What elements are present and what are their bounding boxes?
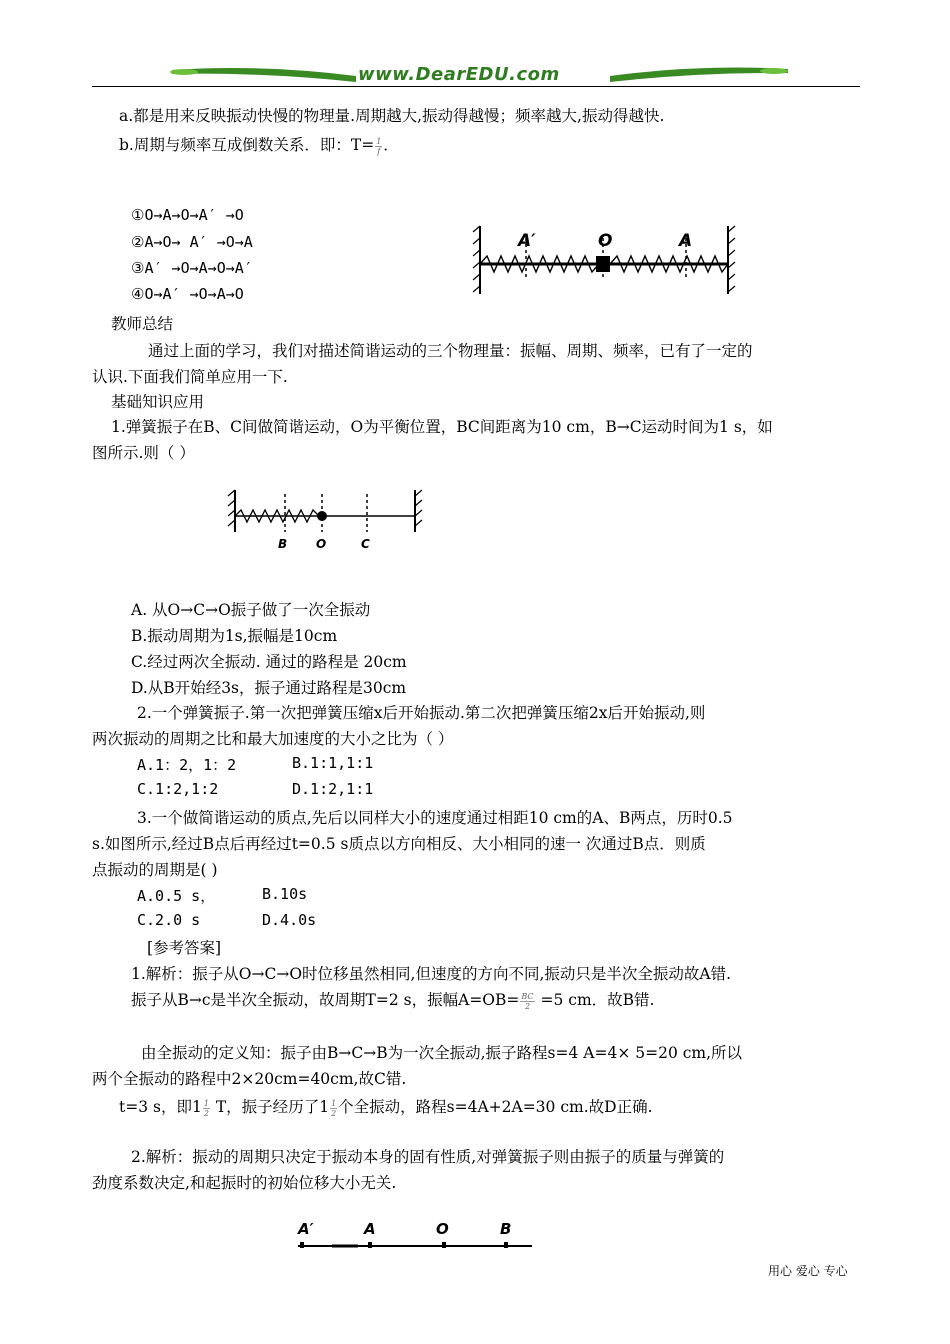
option-circle-4: ④O→A′ →O→A→O — [131, 285, 244, 303]
label-o: O — [316, 537, 327, 551]
question-3-option-b: B.10s — [262, 885, 308, 903]
label-a: A — [364, 1220, 376, 1238]
answers-heading: [参考答案] — [147, 939, 222, 957]
question-2-option-b: B.1:1,1:1 — [292, 754, 374, 772]
question-3-line-3: 点振动的周期是( ) — [92, 861, 218, 879]
label-a-prime: A′ — [518, 231, 536, 251]
answer-2-line-1: 2.解析：振动的周期只决定于振动本身的固有性质,对弹簧振子则由振子的质量与弹簧的 — [131, 1148, 725, 1166]
teacher-summary-line-1: 通过上面的学习，我们对描述简谐运动的三个物理量：振幅、周期、频率，已有了一定的 — [148, 342, 753, 360]
answer-1-line-5: t=3 s，即1 $\frac{1}{2}$ T，振子经历了1 $\frac{1}{2}$ 个全振动，路程s=4A+2A=30 cm.故D正确. — [119, 1098, 653, 1118]
question-1-option-a: A. 从O→C→O振子做了一次全振动 — [131, 601, 371, 619]
answer-1-line-3: 由全振动的定义知：振子由B→C→B为一次全振动,振子路程s=4 A=4× 5=20 cm,所以 — [141, 1044, 743, 1062]
figure-spring-oscillator-1 — [470, 220, 740, 300]
option-circle-3: ③A′ →O→A→O→A′ — [131, 259, 253, 277]
figure-spring-oscillator-2 — [225, 486, 435, 554]
teacher-summary-heading: 教师总结 — [111, 315, 174, 333]
intro-line-b: b.周期与频率互成倒数关系．即：T= $\frac{1}{f}$ ． — [119, 136, 399, 156]
question-1-line-2: 图所示.则（ ） — [92, 444, 195, 462]
teacher-summary-line-2: 认识.下面我们简单应用一下. — [92, 368, 288, 386]
fraction-1-over-f: $\frac{1}{f}$ — [376, 136, 382, 156]
label-a: A — [679, 231, 693, 251]
fraction-bc-over-2: $\frac{BC}{2}$ — [521, 991, 534, 1011]
question-1-option-b: B.振动周期为1s,振幅是10cm — [131, 627, 338, 645]
basic-heading: 基础知识应用 — [111, 393, 205, 411]
question-2-line-1: 2.一个弹簧振子.第一次把弹簧压缩x后开始振动.第二次把弹簧压缩2x后开始振动,则 — [137, 704, 706, 722]
question-3-option-c: C.2.0 s — [137, 911, 201, 929]
question-3-line-2: s.如图所示,经过B点后再经过t=0.5 s质点以方向相反、大小相同的速一 次通过B点．则质 — [92, 835, 706, 853]
question-1-option-d: D.从B开始经3s，振子通过路程是30cm — [131, 679, 407, 697]
figure-line-points — [296, 1214, 536, 1250]
label-a-prime: A′ — [298, 1220, 314, 1238]
question-1-line-1: 1.弹簧振子在B、C间做简谐运动，O为平衡位置，BC间距离为10 cm，B→C运动时间为1 s，如 — [111, 418, 773, 436]
option-circle-2: ②A→O→ A′ →O→A — [131, 233, 253, 251]
question-3-option-d: D.4.0s — [262, 911, 317, 929]
fraction-one-half: $\frac{1}{2}$ — [331, 1098, 337, 1118]
question-3-option-a: A.0.5 s， — [137, 887, 216, 905]
label-b: B — [278, 537, 288, 551]
label-o: O — [436, 1220, 449, 1238]
fraction-one-half: $\frac{1}{2}$ — [203, 1098, 209, 1118]
intro-line-a: a.都是用来反映振动快慢的物理量.周期越大,振动得越慢；频率越大,振动得越快. — [119, 107, 665, 125]
label-o: O — [598, 231, 613, 251]
answer-2-line-2: 劲度系数决定,和起振时的初始位移大小无关. — [92, 1174, 397, 1192]
label-c: C — [361, 537, 370, 551]
answer-1-line-4: 两个全振动的路程中2×20cm=40cm,故C错. — [92, 1070, 407, 1088]
question-3-line-1: 3.一个做简谐运动的质点,先后以同样大小的速度通过相距10 cm的A、B两点，历时0.5 — [137, 809, 733, 827]
question-2-option-c: C.1:2,1:2 — [137, 780, 219, 798]
footer-text: 用心 爱心 专心 — [768, 1264, 848, 1278]
question-2-option-a: A.1：2，1：2 — [137, 756, 237, 774]
question-2-option-d: D.1:2,1:1 — [292, 780, 374, 798]
question-1-option-c: C.经过两次全振动. 通过的路程是 20cm — [131, 653, 407, 671]
header-rule — [92, 86, 860, 87]
answer-1-line-1: 1.解析：振子从O→C→O时位移虽然相同,但速度的方向不同,振动只是半次全振动故A错. — [131, 965, 732, 983]
answer-1-line-2: 振子从B→c是半次全振动，故周期T=2 s，振幅A=OB= $\frac{BC}{2}$ =5 cm．故B错. — [131, 991, 655, 1011]
label-b: B — [500, 1220, 512, 1238]
question-2-line-2: 两次振动的周期之比和最大加速度的大小之比为（ ） — [92, 730, 454, 748]
header-site-name: www.DearEDU.com — [358, 64, 560, 85]
option-circle-1: ①O→A→O→A′ →O — [131, 206, 244, 224]
